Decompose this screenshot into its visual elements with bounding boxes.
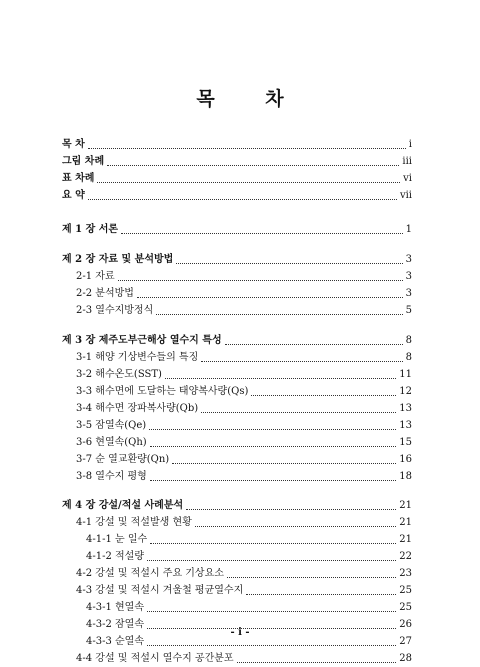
toc-entry-page: 21	[399, 500, 412, 511]
toc-entry[interactable]	[62, 400, 412, 417]
toc-entry-page: 12	[399, 386, 412, 397]
toc-entry[interactable]	[62, 349, 412, 366]
toc-entry-page: 18	[399, 471, 412, 482]
toc-entry[interactable]	[62, 383, 412, 400]
toc-section	[62, 221, 412, 238]
toc-entry-page: 28	[399, 653, 412, 664]
toc-entry[interactable]	[62, 514, 412, 531]
toc-entry-page: 16	[399, 454, 412, 465]
toc-entry-label: 제 2 장 자료 및 분석방법	[62, 254, 174, 265]
dot-leader	[88, 148, 406, 149]
toc-entry-page: 5	[405, 305, 412, 316]
toc-entry-page: 8	[405, 335, 412, 346]
dot-leader	[137, 297, 403, 298]
toc-entry-label: 3-2 해수온도(SST)	[76, 369, 162, 380]
toc-entry-label: 3-7 순 열교환량(Qn)	[76, 454, 170, 465]
dot-leader	[150, 446, 397, 447]
dot-leader	[186, 509, 396, 510]
dot-leader	[107, 165, 399, 166]
toc-entry-label: 4-1-2 적설량	[86, 551, 145, 562]
toc-entry-label: 2-1 자료	[76, 271, 115, 282]
dot-leader	[195, 526, 397, 527]
toc-entry-label: 표 차례	[62, 173, 95, 184]
toc-entry[interactable]	[62, 268, 412, 285]
toc-entry[interactable]	[62, 531, 412, 548]
toc-entry[interactable]	[62, 170, 412, 187]
toc-entry-page: 25	[399, 585, 412, 596]
toc-entry[interactable]	[62, 548, 412, 565]
toc-entry[interactable]	[62, 302, 412, 319]
toc-entry[interactable]	[62, 332, 412, 349]
toc-entry-page: 3	[405, 288, 412, 299]
dot-leader	[176, 263, 402, 264]
dot-leader	[149, 429, 396, 430]
toc-entry-page: 22	[399, 551, 412, 562]
toc-entry[interactable]	[62, 650, 412, 667]
toc-section	[62, 332, 412, 485]
toc-entry-page: vi	[403, 173, 412, 184]
toc-entry[interactable]	[62, 417, 412, 434]
toc-entry-label: 그림 차례	[62, 156, 105, 167]
dot-leader	[147, 611, 396, 612]
toc-entry-label: 4-1 강설 및 적설발생 현황	[76, 517, 192, 528]
dot-leader	[172, 463, 396, 464]
dot-leader	[150, 543, 396, 544]
toc-entry[interactable]	[62, 565, 412, 582]
toc-entry-label: 제 3 장 제주도부근해상 열수지 특성	[62, 335, 222, 346]
dot-leader	[201, 361, 402, 362]
toc-entry-page: 27	[399, 636, 412, 647]
toc-entry-label: 제 1 장 서론	[62, 224, 119, 235]
toc-entry-label: 2-2 분석방법	[76, 288, 134, 299]
toc-entry-label: 3-3 해수면에 도달하는 태양복사량(Qs)	[76, 386, 249, 397]
dot-leader	[156, 314, 402, 315]
dot-leader	[118, 280, 403, 281]
toc-entry[interactable]	[62, 153, 412, 170]
toc-entry-page: 1	[405, 224, 412, 235]
toc-entry-label: 3-8 열수지 평형	[76, 471, 147, 482]
toc-entry-page: 25	[399, 602, 412, 613]
toc-entry-page: 15	[399, 437, 412, 448]
dot-leader	[225, 344, 403, 345]
dot-leader	[147, 560, 396, 561]
toc-entry-label: 4-1-1 눈 일수	[86, 534, 148, 545]
toc-entry-page: 3	[405, 271, 412, 282]
dot-leader	[251, 395, 396, 396]
dot-leader	[201, 412, 396, 413]
toc-entry-page: 26	[399, 619, 412, 630]
toc-entry-label: 4-2 강설 및 적설시 주요 기상요소	[76, 568, 224, 579]
toc-section	[62, 251, 412, 319]
dot-leader	[147, 645, 396, 646]
toc-entry[interactable]	[62, 434, 412, 451]
toc-entry[interactable]	[62, 221, 412, 238]
toc-entry-label: 4-3-3 순열속	[86, 636, 145, 647]
toc-entry-label: 2-3 열수지방정식	[76, 305, 154, 316]
toc-entry-page: 21	[399, 517, 412, 528]
toc-entry-page: 13	[399, 403, 412, 414]
dot-leader	[246, 594, 396, 595]
toc-entry-label: 3-6 현열속(Qh)	[76, 437, 147, 448]
toc-entry-label: 4-3-1 현열속	[86, 602, 145, 613]
toc-entry-label: 4-3 강설 및 적설시 겨울철 평균열수지	[76, 585, 244, 596]
page-number: - i -	[230, 627, 250, 638]
toc-entry-page: 21	[399, 534, 412, 545]
toc-entry[interactable]	[62, 582, 412, 599]
page-title: 목 차	[196, 88, 306, 110]
toc-entry[interactable]	[62, 451, 412, 468]
toc-entry[interactable]	[62, 251, 412, 268]
dot-leader	[88, 199, 397, 200]
toc-entry-page: 8	[405, 352, 412, 363]
toc-entry-label: 요 약	[62, 190, 85, 201]
dot-leader	[227, 577, 396, 578]
toc-entry-label: 3-5 잠열속(Qe)	[76, 420, 147, 431]
toc-entry[interactable]	[62, 136, 412, 153]
toc-entry[interactable]	[62, 497, 412, 514]
toc-entry[interactable]	[62, 187, 412, 204]
toc-entry-label: 목 차	[62, 139, 85, 150]
toc-entry-label: 4-3-2 잠열속	[86, 619, 145, 630]
toc-entry-page: 3	[405, 254, 412, 265]
dot-leader	[165, 378, 396, 379]
dot-leader	[237, 662, 397, 663]
toc-entry-label: 제 4 장 강설/적설 사례분석	[62, 500, 184, 511]
table-of-contents	[62, 136, 412, 667]
toc-entry[interactable]	[62, 468, 412, 485]
toc-entry-page: 23	[399, 568, 412, 579]
toc-section	[62, 497, 412, 667]
toc-entry-page: 11	[399, 369, 412, 380]
toc-entry-label: 3-4 해수면 장파복사량(Qb)	[76, 403, 199, 414]
toc-entry[interactable]	[62, 285, 412, 302]
toc-entry-label: 3-1 해양 기상변수들의 특징	[76, 352, 199, 363]
toc-entry-page: 13	[399, 420, 412, 431]
toc-entry[interactable]	[62, 599, 412, 616]
toc-entry-page: iii	[402, 156, 412, 167]
toc-entry[interactable]	[62, 366, 412, 383]
dot-leader	[121, 233, 403, 234]
toc-entry-page: i	[408, 139, 412, 150]
dot-leader	[97, 182, 400, 183]
toc-entry-page: vii	[399, 190, 412, 201]
dot-leader	[150, 480, 397, 481]
toc-section	[62, 136, 412, 204]
toc-entry-label: 4-4 강설 및 적설시 열수지 공간분포	[76, 653, 234, 664]
